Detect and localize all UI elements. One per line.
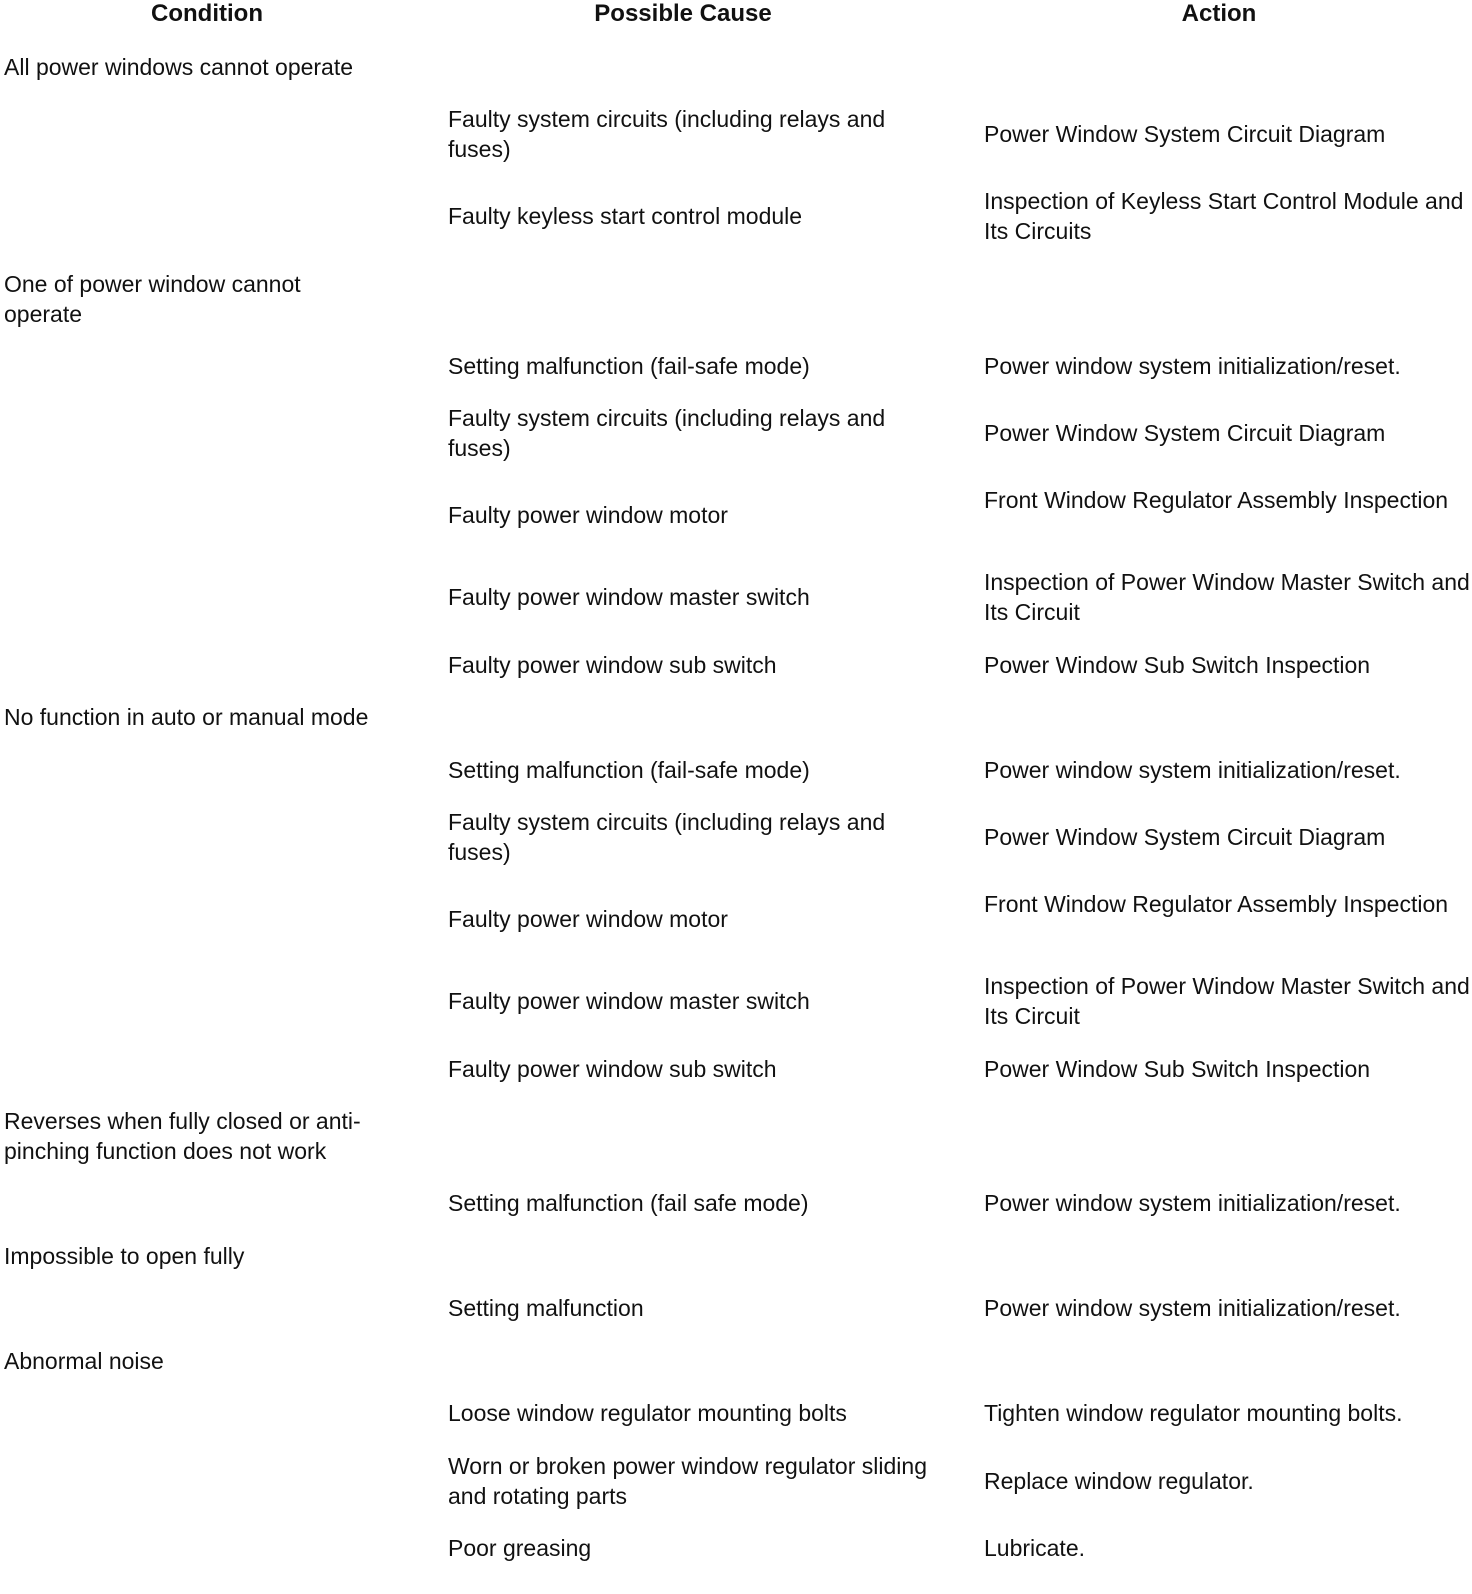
action-cell: Front Window Regulator Assembly Inspection: [984, 487, 1449, 513]
header-condition: Condition: [151, 0, 263, 27]
condition-cell: All power windows cannot operate: [4, 54, 354, 80]
condition-cell: Reverses when fully closed or anti-pinching function does not work: [4, 1108, 361, 1164]
cause-cell: Faulty power window master switch: [448, 584, 810, 610]
condition-cell: One of power window cannot operate: [4, 271, 301, 327]
cause-cell: Faulty power window master switch: [448, 988, 810, 1014]
cause-cell: Faulty power window motor: [448, 906, 728, 932]
action-cell: Tighten window regulator mounting bolts.: [984, 1400, 1403, 1426]
action-cell: Front Window Regulator Assembly Inspection: [984, 891, 1449, 917]
cause-cell: Faulty power window sub switch: [448, 652, 777, 678]
action-cell: Power window system initialization/reset.: [984, 1190, 1401, 1216]
action-cell: Power window system initialization/reset.: [984, 1295, 1401, 1321]
action-cell: Inspection of Keyless Start Control Module and Its Circuits: [984, 188, 1464, 244]
cause-cell: Faulty system circuits (including relays and fuses): [448, 106, 886, 162]
cause-cell: Faulty power window motor: [448, 502, 728, 528]
action-cell: Power Window Sub Switch Inspection: [984, 1056, 1371, 1082]
cause-cell: Faulty system circuits (including relays and fuses): [448, 405, 886, 461]
cause-cell: Faulty power window sub switch: [448, 1056, 777, 1082]
condition-cell: Impossible to open fully: [4, 1243, 245, 1269]
cause-cell: Setting malfunction: [448, 1295, 644, 1321]
action-cell: Power Window System Circuit Diagram: [984, 121, 1386, 147]
cause-cell: Faulty keyless start control module: [448, 203, 803, 229]
header-possible-cause: Possible Cause: [594, 0, 772, 27]
cause-cell: Faulty system circuits (including relays and fuses): [448, 809, 886, 865]
header-action: Action: [1181, 0, 1257, 27]
action-cell: Replace window regulator.: [984, 1468, 1254, 1494]
action-cell: Power window system initialization/reset.: [984, 353, 1401, 379]
cause-cell: Poor greasing: [448, 1535, 592, 1561]
cause-cell: Setting malfunction (fail-safe mode): [448, 757, 810, 783]
condition-cell: Abnormal noise: [4, 1348, 164, 1374]
condition-cell: No function in auto or manual mode: [4, 704, 369, 730]
action-cell: Power Window System Circuit Diagram: [984, 420, 1386, 446]
cause-cell: Setting malfunction (fail-safe mode): [448, 353, 810, 379]
action-cell: Lubricate.: [984, 1535, 1086, 1561]
action-cell: Inspection of Power Window Master Switch and Its Circuit: [984, 569, 1470, 625]
action-cell: Power window system initialization/reset.: [984, 757, 1401, 783]
cause-cell: Worn or broken power window regulator sliding and rotating parts: [448, 1453, 927, 1509]
action-cell: Power Window System Circuit Diagram: [984, 824, 1386, 850]
cause-cell: Loose window regulator mounting bolts: [448, 1400, 847, 1426]
action-cell: Inspection of Power Window Master Switch and Its Circuit: [984, 973, 1470, 1029]
cause-cell: Setting malfunction (fail safe mode): [448, 1190, 809, 1216]
action-cell: Power Window Sub Switch Inspection: [984, 652, 1371, 678]
